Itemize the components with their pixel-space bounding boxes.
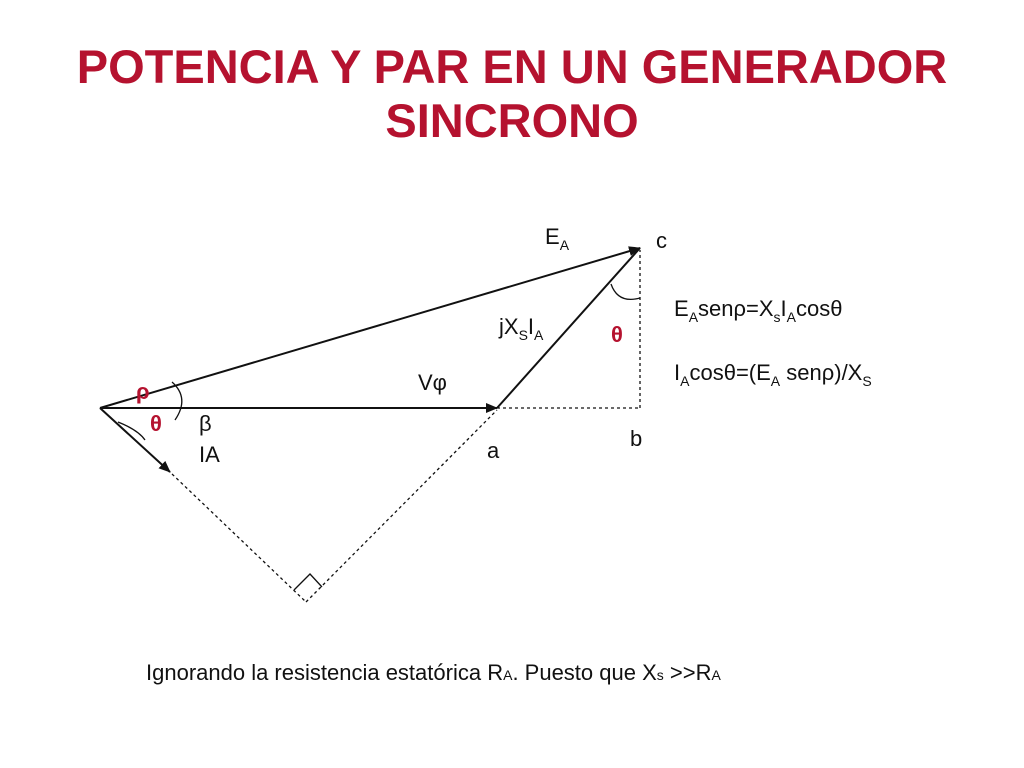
point-a-label: a (487, 438, 500, 463)
right-angle-marker (294, 574, 322, 590)
theta-arc-c (611, 284, 640, 299)
point-c-label: c (656, 228, 667, 253)
theta-label-left: θ (150, 411, 162, 436)
footer-note: Ignorando la resistencia estatórica RA. Puesto que Xs >>RA (146, 660, 721, 685)
ea-vector (100, 248, 640, 408)
ia-label: IA (199, 442, 220, 467)
title-line-1: POTENCIA Y PAR EN UN GENERADOR (76, 40, 948, 93)
rho-arc (172, 382, 182, 420)
equation-1: $E_Asen\rho=X_sI_A\cos\theta$ (674, 296, 843, 325)
equation-2: $I_A\cos\theta=(E_A$ $sen\rho)/X_S$ (674, 360, 872, 389)
v-phi-label: Vφ (418, 370, 447, 395)
jxs-ia-label: $jX_SI_A$ (499, 314, 544, 343)
ea-label: $E_A$ (545, 224, 570, 253)
theta-label-right: θ (611, 322, 623, 347)
title-line-2: SINCRONO (385, 94, 639, 147)
rho-label: ρ (136, 379, 150, 404)
dashed-ia-extension (172, 474, 306, 602)
point-b-label: b (630, 426, 643, 451)
beta-label: β (199, 411, 212, 436)
dashed-perpendicular (306, 410, 497, 602)
